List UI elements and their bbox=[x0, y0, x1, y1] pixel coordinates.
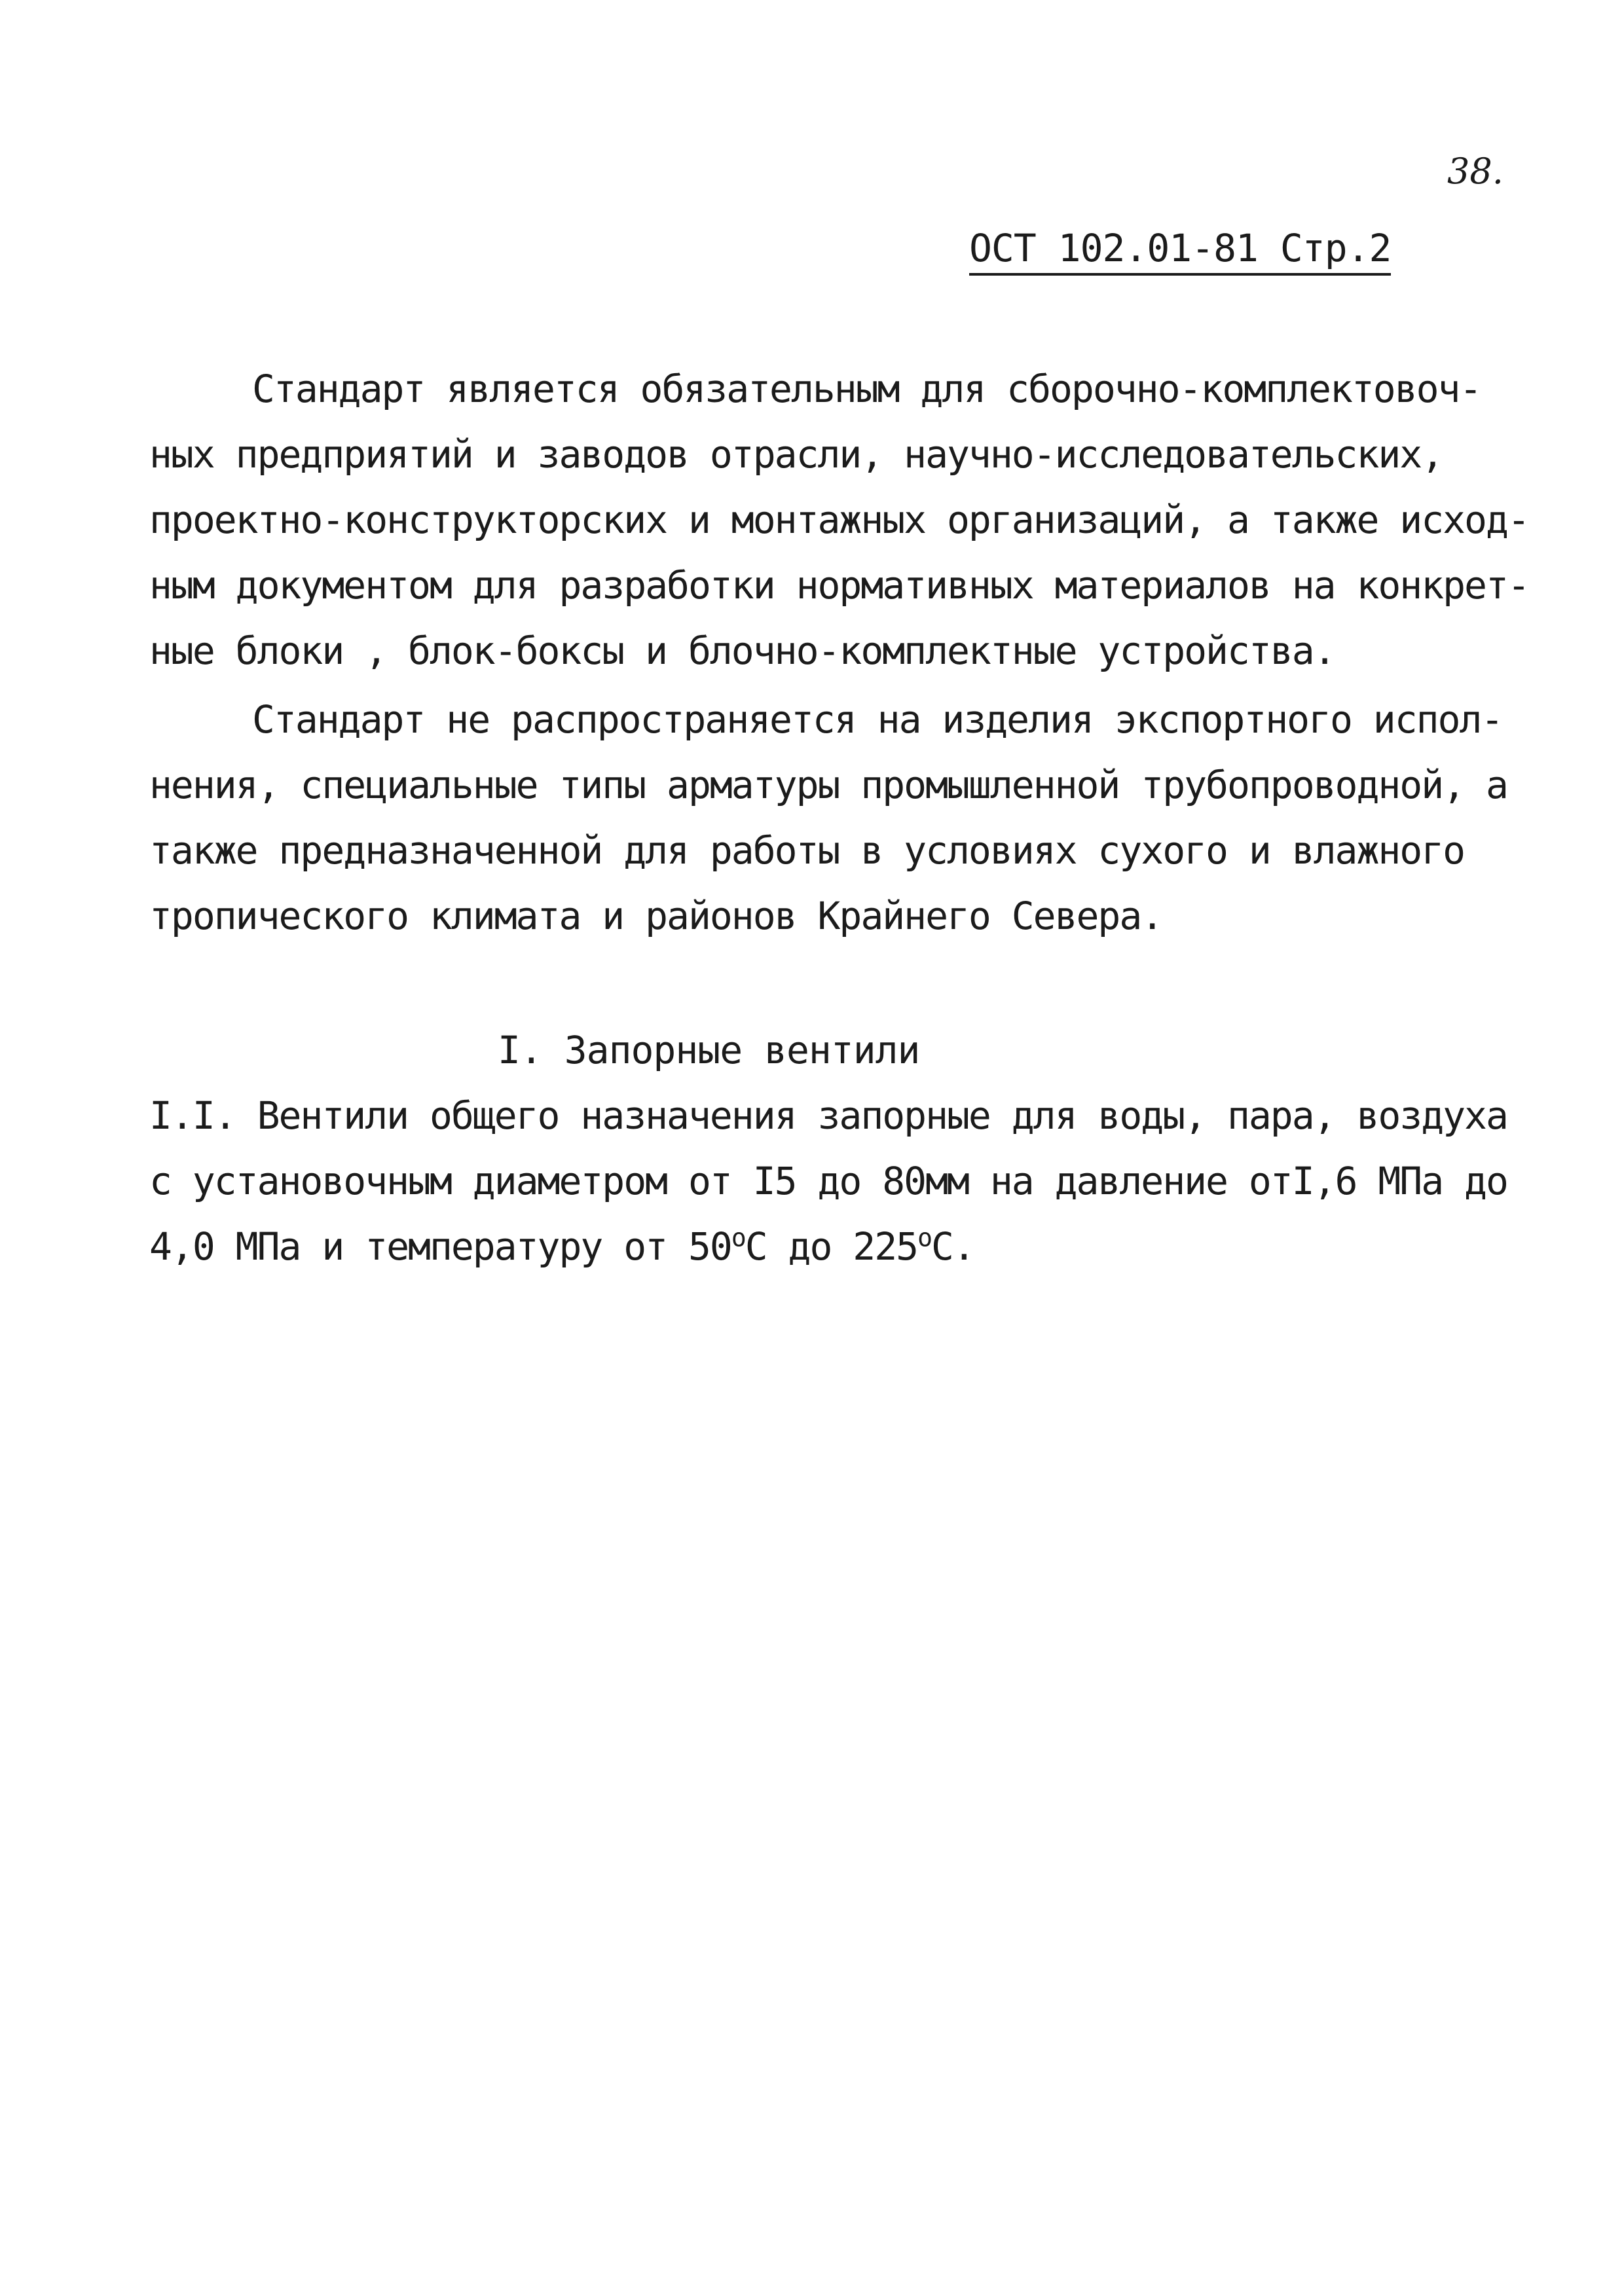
clause-1-1-line-2: с установочным диаметром от I5 до 80мм на давление отI,6 МПа до bbox=[149, 1159, 1507, 1203]
clause-1-1-line-3-part-a: 4,0 МПа и температуру от 50 bbox=[149, 1224, 731, 1269]
paragraph-2-line-1: Стандарт не распространяется на изделия экспортного испол- bbox=[252, 697, 1503, 742]
paragraph-1-line-4: ным документом для разработки нормативных материалов на конкрет- bbox=[149, 563, 1529, 608]
page-number: 38. bbox=[1447, 151, 1504, 192]
clause-1-1-line-1: I.I. Вентили общего назначения запорные для воды, пара, воздуха bbox=[149, 1093, 1507, 1138]
degree-mark-1: о bbox=[731, 1223, 745, 1252]
clause-1-1-line-3 bbox=[149, 1224, 974, 1269]
paragraph-1-line-5: ные блоки , блок-боксы и блочно-комплектные устройства. bbox=[149, 629, 1335, 673]
clause-1-1-line-3-part-c: С. bbox=[931, 1224, 974, 1269]
paragraph-2-line-2: нения, специальные типы арматуры промышленной трубопроводной, а bbox=[149, 763, 1507, 807]
clause-1-1-line-3-part-b: С до 225 bbox=[745, 1224, 918, 1269]
paragraph-2-line-4: тропического климата и районов Крайнего Севера. bbox=[149, 894, 1163, 938]
section-heading: I. Запорные вентили bbox=[498, 1028, 920, 1072]
paragraph-1-line-1: Стандарт является обязательным для сборочно-комплектовоч- bbox=[252, 367, 1481, 411]
degree-mark-2: о bbox=[917, 1223, 931, 1252]
paragraph-1-line-2: ных предприятий и заводов отрасли, научно-исследовательских, bbox=[149, 432, 1443, 477]
paragraph-2-line-3: также предназначенной для работы в условиях сухого и влажного bbox=[149, 828, 1465, 873]
paragraph-1-line-3: проектно-конструкторских и монтажных организаций, а также исход- bbox=[149, 498, 1529, 542]
document-header: ОСТ 102.01-81 Стр.2 bbox=[969, 226, 1391, 276]
